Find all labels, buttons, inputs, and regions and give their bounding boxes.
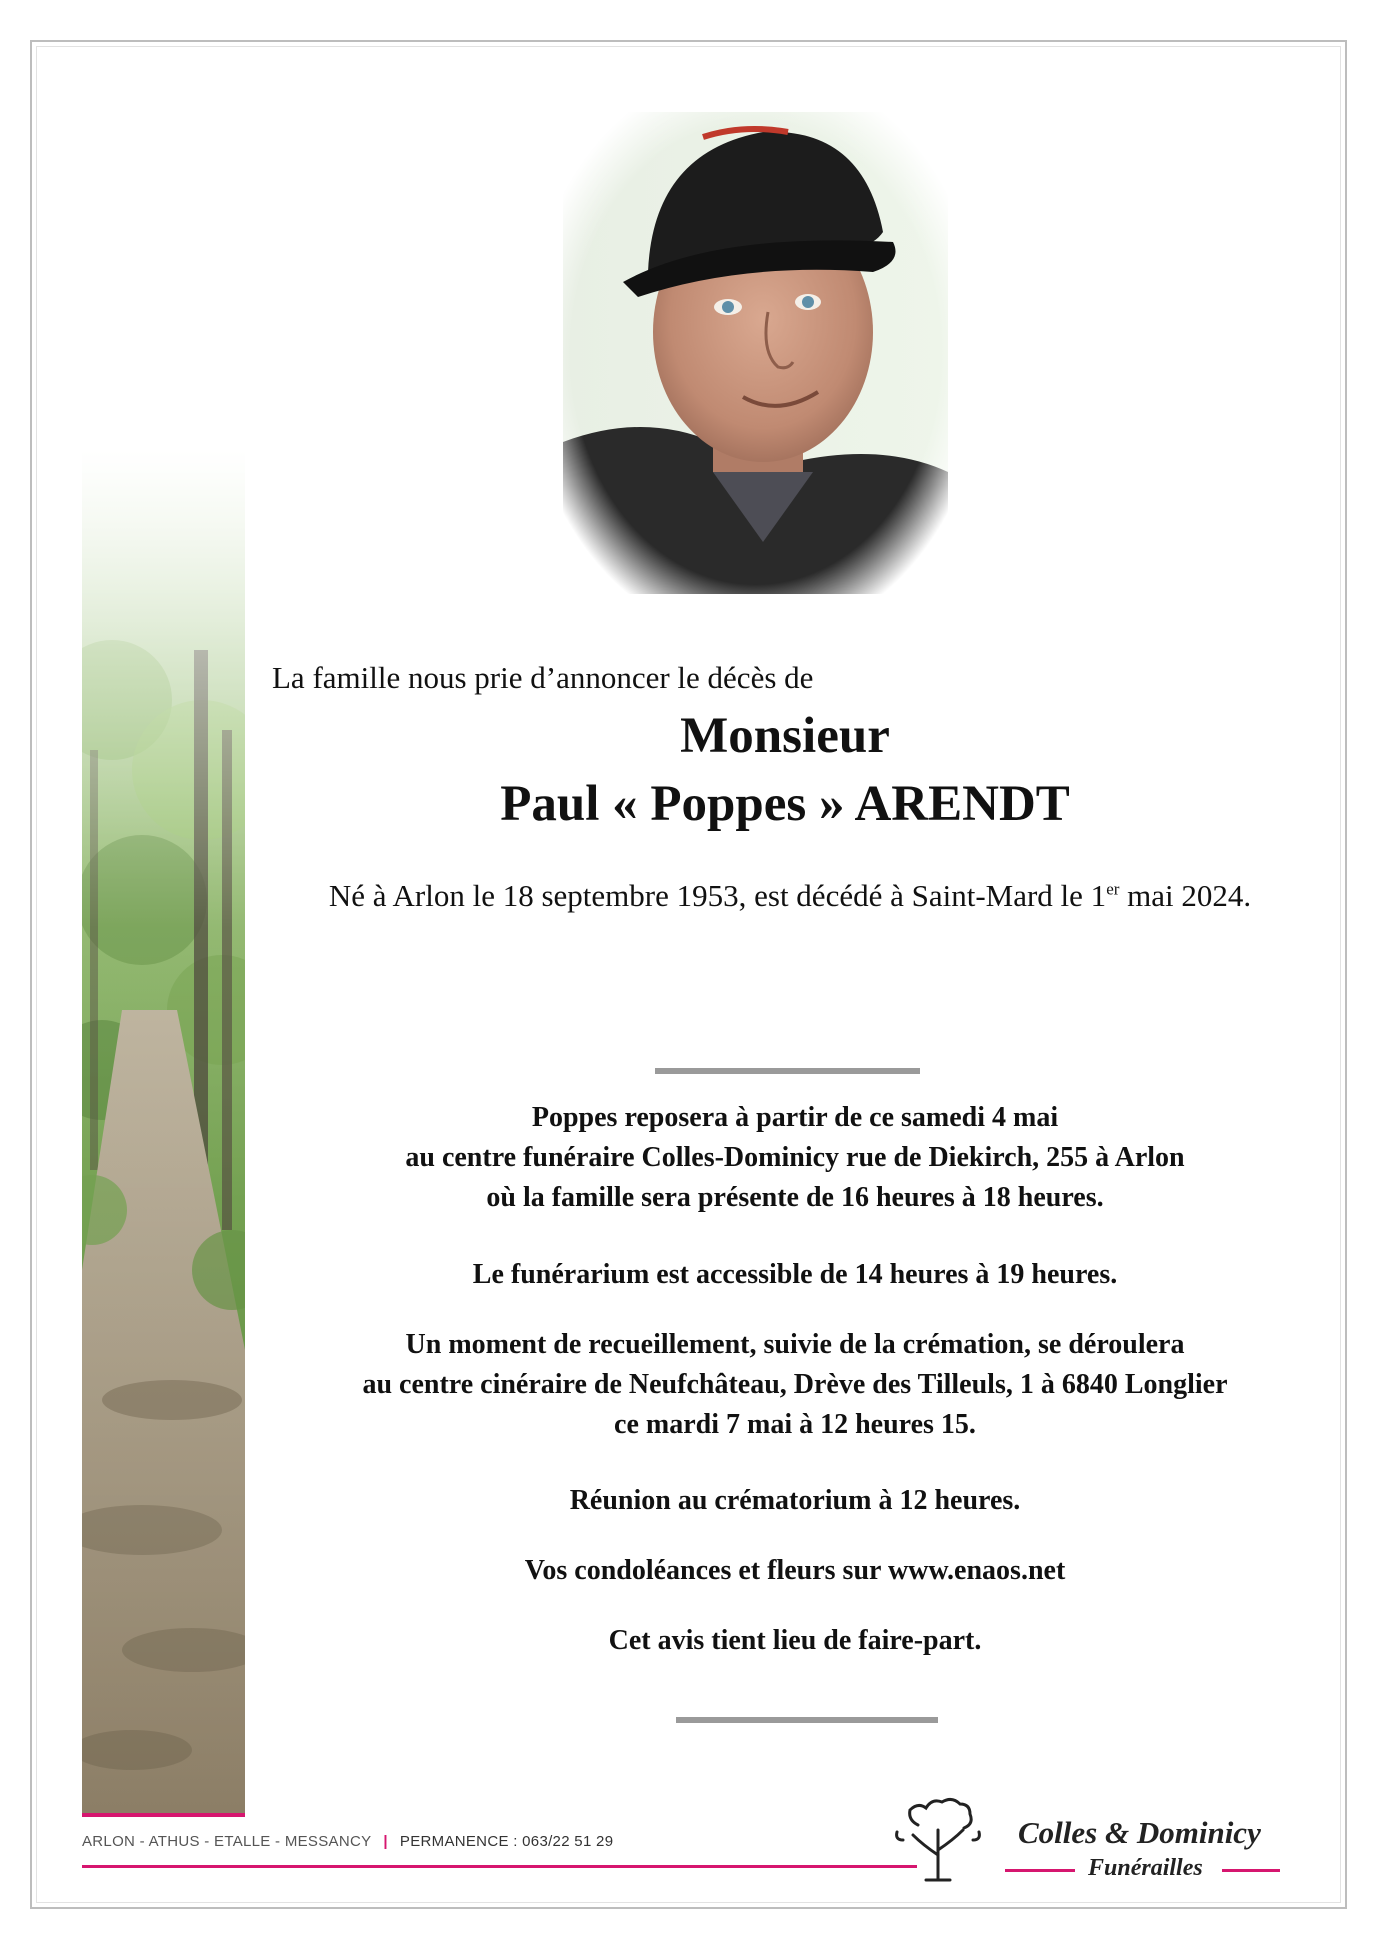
visitation-line: au centre funéraire Colles-Dominicy rue de Diekirch, 255 à Arlon [405,1142,1185,1173]
visitation-line: Poppes reposera à partir de ce samedi 4 mai [531,1102,1059,1133]
deceased-title: Monsieur [680,708,890,764]
brand-subtitle: Funérailles [1088,1855,1203,1881]
cremation-line: Un moment de recueillement, suivie de la crémation, se déroulera [405,1329,1185,1360]
brand-line-left [1005,1869,1075,1872]
footer-accent-line [82,1865,917,1868]
cremation-line: ce mardi 7 mai à 12 heures 15. [614,1409,976,1440]
dates-end: mai 2024. [1119,878,1252,913]
cremation-line: au centre cinéraire de Neufchâteau, Drève des Tilleuls, 1 à 6840 Longlier [362,1369,1228,1400]
forest-accent-bar [82,1813,245,1817]
forest-path-image [82,450,245,1815]
dates-superscript: er [1106,879,1120,899]
faire-part-text: Cet avis tient lieu de faire-part. [608,1625,982,1656]
footer-separator: | [383,1833,388,1850]
top-divider [655,1068,920,1074]
funerarium-hours-text: Le funérarium est accessible de 14 heures à 19 heures. [472,1259,1118,1290]
footer-contact [82,1833,613,1850]
visitation-line: où la famille sera présente de 16 heures à 18 heures. [486,1182,1104,1213]
cremation-info [245,1325,1345,1445]
tree-logo-icon [888,1795,988,1885]
funerarium-hours [245,1255,1345,1295]
footer-permanence: PERMANENCE : 063/22 51 29 [399,1833,614,1850]
condolences-info [245,1551,1345,1591]
meeting-text: Réunion au crématorium à 12 heures. [569,1485,1021,1516]
footer-locations: ARLON - ATHUS - ETALLE - MESSANCY [82,1833,372,1850]
faire-part-info [245,1621,1345,1661]
brand-name: Colles & Dominicy [1018,1815,1261,1850]
meeting-info [245,1481,1345,1521]
portrait-photo [563,112,948,594]
condolences-text: Vos condoléances et fleurs sur www.enaos.net [524,1555,1066,1586]
visitation-info [245,1098,1345,1218]
dates-main: Né à Arlon le 18 septembre 1953, est décédé à Saint-Mard le 1 [328,878,1107,913]
deceased-name: Paul « Poppes » ARENDT [500,776,1070,832]
birth-death-dates [0,878,1377,914]
brand-line-right [1222,1869,1280,1872]
bottom-divider [676,1717,938,1723]
intro-text: La famille nous prie d’annoncer le décès de [272,660,814,695]
